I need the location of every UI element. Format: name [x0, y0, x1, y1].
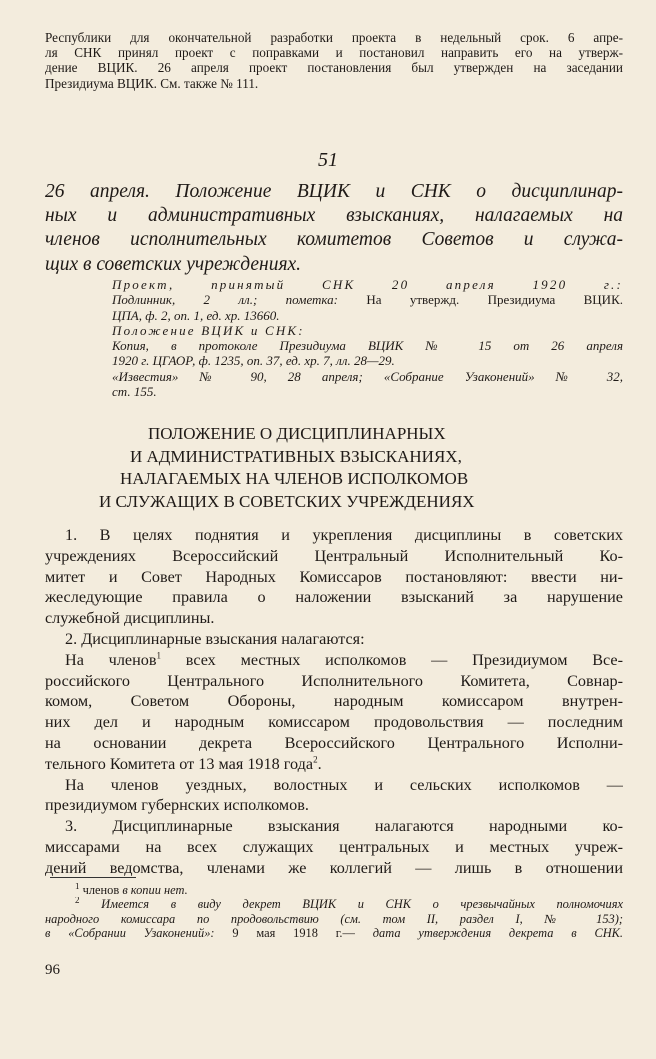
source-line: 1920 г. ЦГАОР, ф. 1235, оп. 37, ед. хр. 7, лл. 28—29. — [112, 353, 395, 369]
intro-paragraph — [45, 30, 623, 91]
title-line: членов исполнительных комитетов Советов и служа- — [45, 229, 623, 251]
page-number: 96 — [45, 962, 60, 978]
title-line: ных и административных взысканиях, налагаемых на — [45, 205, 623, 227]
heading-line: И АДМИНИСТРАТИВНЫХ ВЗЫСКАНИЯХ, — [130, 446, 462, 466]
text-line: Республики для окончательной разработки проекта в недельный срок. 6 апре- — [45, 30, 623, 45]
footnote-text: в копии нет. — [122, 883, 188, 897]
text-line: учреждениях Всероссийский Центральный Исполнительный Ко- — [45, 546, 623, 565]
footnote-text: дата утверждения декрета в СНК. — [372, 926, 623, 941]
footnote-line — [45, 897, 623, 911]
title-line: 26 апреля. Положение ВЦИК и СНК о дисциплинар- — [45, 181, 623, 202]
text-line: российского Центрального Исполнительного Комитета, Совнар- — [45, 671, 623, 690]
source-line — [112, 292, 623, 307]
source-line: ст. 155. — [112, 384, 157, 400]
footnote-line — [45, 926, 623, 940]
body-text — [45, 525, 623, 879]
source-line: Копия, в протоколе Президиума ВЦИК № 15 от 26 апреля — [112, 338, 623, 354]
footnote-text: в «Собрании Узаконений»: — [45, 926, 215, 941]
heading-line: И СЛУЖАЩИХ В СОВЕТСКИХ УЧРЕЖДЕНИЯХ — [99, 491, 475, 511]
text-span: тельного Комитета от 13 мая 1918 года — [45, 754, 314, 773]
footnote-ref: 2 — [313, 754, 318, 765]
text-line: 2. Дисциплинарные взыскания налагаются: — [65, 629, 365, 648]
text-line: служебной дисциплины. — [45, 609, 215, 628]
source-text: На утвержд. Президиума ВЦИК. — [366, 292, 623, 308]
text-line: комом, Советом Обороны, народным комиссаром внутрен- — [45, 692, 623, 711]
footnote-text: Имеется в виду декрет ВЦИК и СНК о чрезвычайных полномочиях — [101, 897, 623, 912]
text-line: 3. Дисциплинарные взыскания налагаются народными ко- — [65, 817, 623, 836]
footnote-number: 1 — [75, 883, 80, 891]
document-title — [45, 180, 623, 277]
text-line: митет и Совет Народных Комиссаров постановляют: ввести ни- — [45, 567, 623, 586]
section-heading — [0, 423, 656, 513]
footnote-ref: 1 — [156, 650, 161, 661]
heading-line: НАЛАГАЕМЫХ НА ЧЛЕНОВ ИСПОЛКОМОВ — [120, 469, 469, 488]
text-line: 1. В целях поднятия и укрепления дисциплины в советских — [65, 526, 623, 544]
document-number: 51 — [318, 149, 338, 171]
footnote-text: 9 мая 1918 г.— — [232, 926, 355, 941]
text-line: Президиума ВЦИК. См. также № 111. — [45, 75, 259, 91]
text-line: ля СНК принял проект с поправками и постановил направить его на утверж- — [45, 45, 623, 61]
text-line: миссарами на всех служащих центральных и местных учреж- — [45, 837, 623, 856]
title-line: щих в советских учреждениях. — [45, 253, 302, 275]
source-text: Подлинник, 2 лл.; пометка: — [112, 292, 339, 308]
text-line: них дел и народным комиссаром продовольствия — последним — [45, 713, 623, 732]
text-line: на основании декрета Всероссийского Центрального Исполни- — [45, 733, 623, 752]
archival-sources — [112, 277, 623, 399]
text-line — [45, 754, 623, 775]
footnote-divider — [50, 877, 136, 878]
text-line — [45, 650, 623, 671]
text-span: всех местных исполкомов — Президиумом Все- — [160, 650, 623, 669]
footnote-text: членов — [82, 883, 120, 897]
source-line: Положение ВЦИК и СНК: — [112, 322, 305, 338]
source-line: ЦПА, ф. 2, оп. 1, ед. хр. 13660. — [112, 307, 280, 323]
text-span: На членов — [65, 650, 157, 669]
footnote-number: 2 — [75, 897, 80, 906]
text-span: . — [317, 754, 322, 773]
heading-line: ПОЛОЖЕНИЕ О ДИСЦИПЛИНАРНЫХ — [148, 424, 446, 443]
source-line: «Известия» № 90, 28 апреля; «Собрание Узаконений» № 32, — [112, 368, 623, 384]
text-line: жеследующие правила о наложении взысканий за нарушение — [45, 588, 623, 607]
text-line: дение ВЦИК. 26 апреля проект постановления был утвержден на заседании — [45, 60, 623, 76]
footnote-line: народного комиссара по продовольствию (см. том II, раздел I, № 153); — [45, 911, 623, 926]
footnote-line — [45, 883, 623, 897]
text-line: дений ведомства, членами же коллегий — лишь в отношении — [45, 858, 623, 877]
footnotes — [45, 883, 623, 941]
text-line: президиумом губернских исполкомов. — [45, 796, 309, 815]
text-line: На членов уездных, волостных и сельских исполкомов — — [65, 775, 623, 794]
source-line: Проект, принятый СНК 20 апреля 1920 г.: — [112, 277, 623, 292]
